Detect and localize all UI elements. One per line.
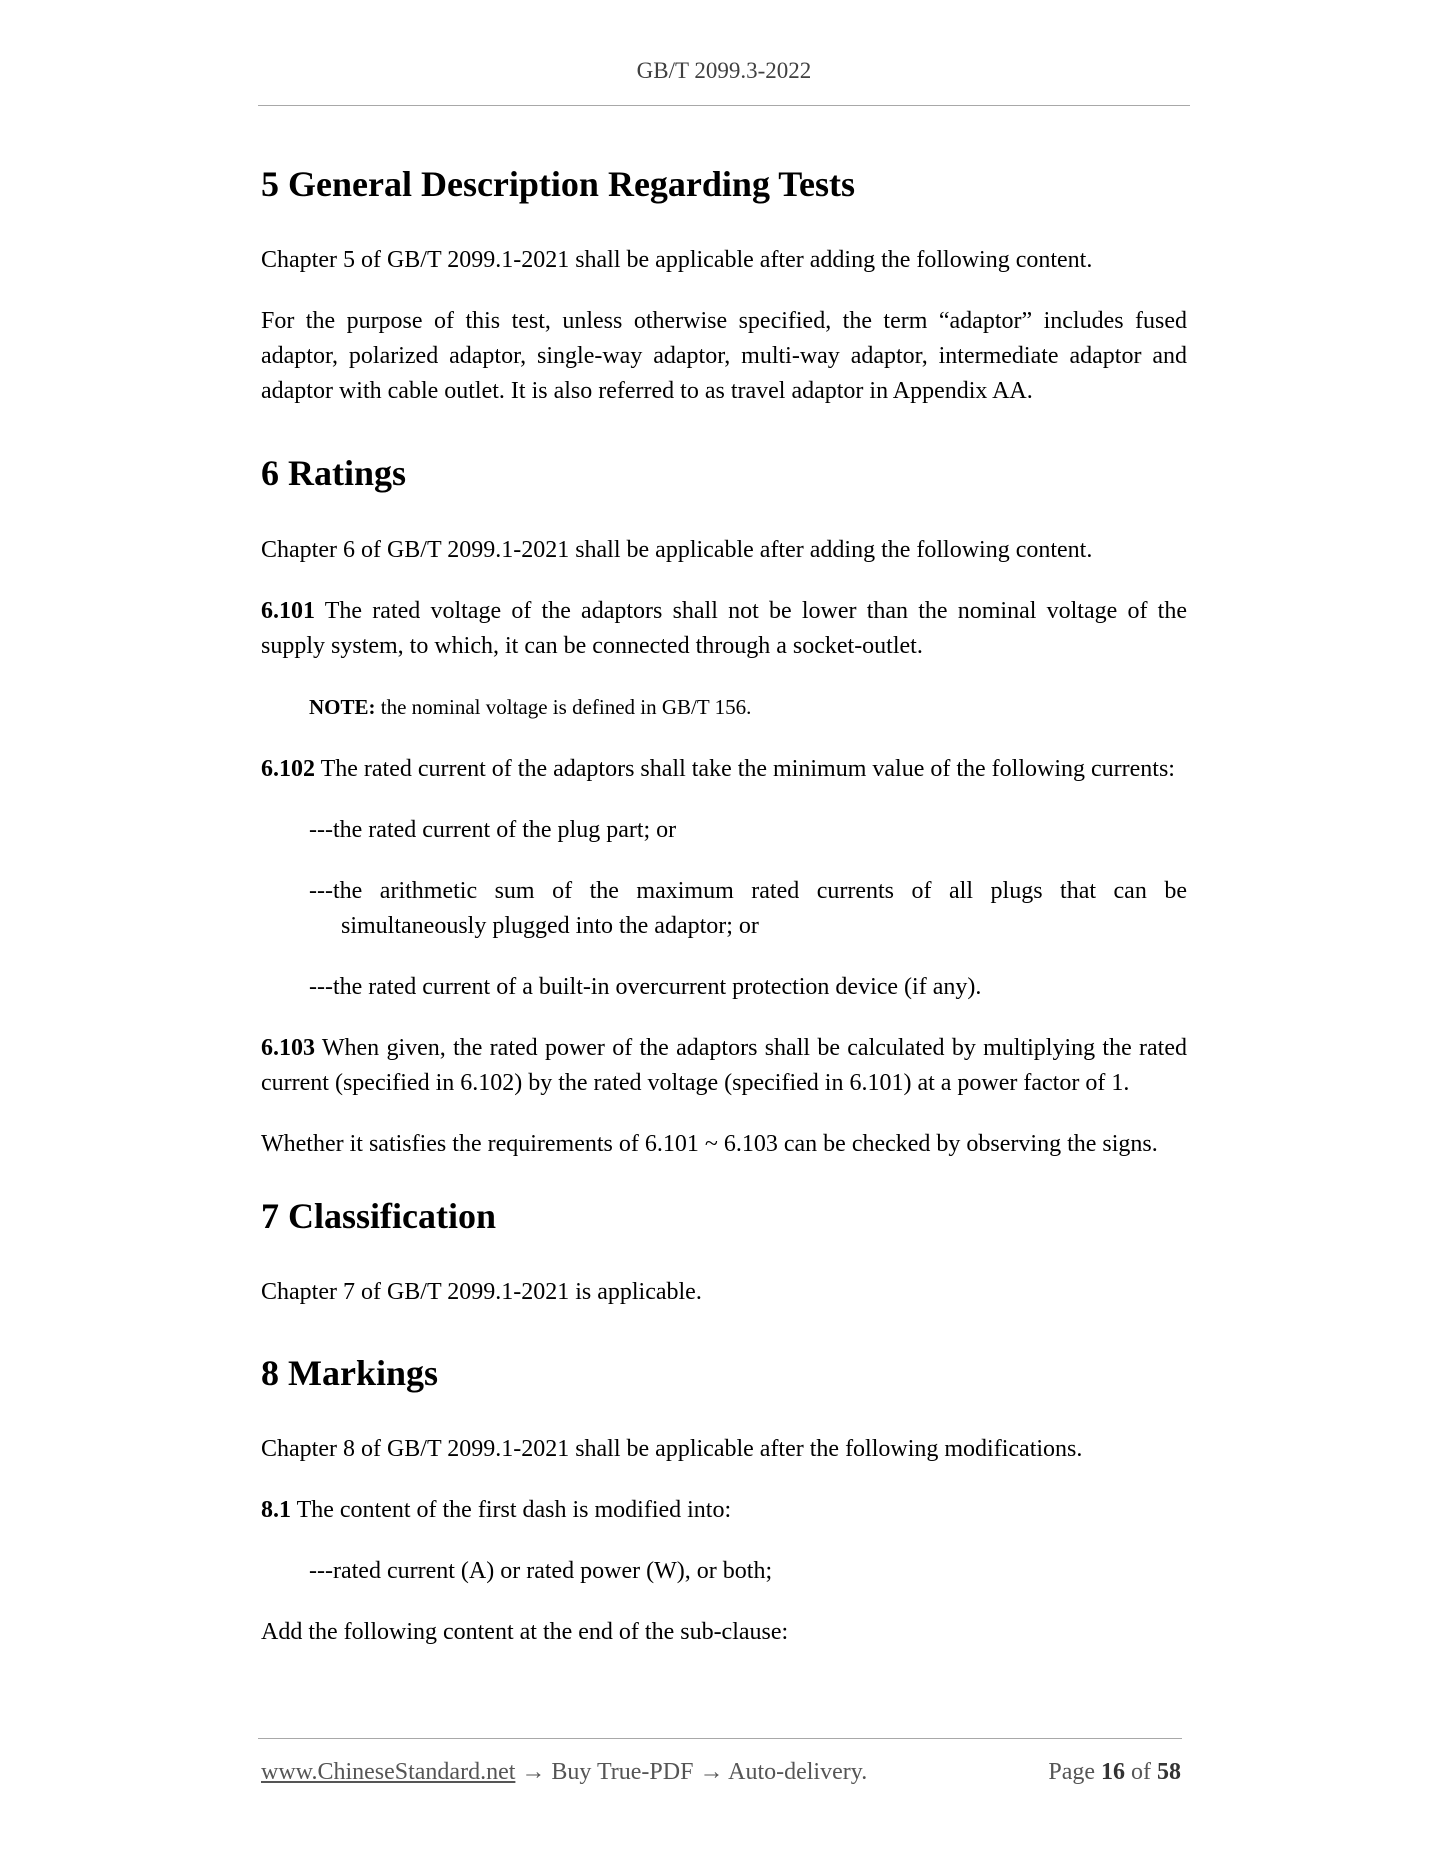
clause-text: When given, the rated power of the adaptors shall be calculated by multiplying the rated current (specified in 6.102) by the rated voltage (specified in 6.101) at a power factor of 1. <box>261 1035 1187 1096</box>
clause-6-102 <box>261 752 1187 787</box>
clause-number: 6.103 <box>261 1035 315 1061</box>
page-number <box>1048 1755 1181 1789</box>
running-header: GB/T 2099.3-2022 <box>636 58 812 83</box>
clause-6-101 <box>261 594 1187 664</box>
of-word: of <box>1125 1759 1157 1785</box>
dash-item-3: ---the rated current of a built-in overcurrent protection device (if any). <box>309 974 982 1000</box>
section-8-heading: 8 Markings <box>261 1353 439 1393</box>
clause-8-1 <box>261 1493 1187 1528</box>
section-5-paragraph-2: For the purpose of this test, unless otherwise specified, the term “adaptor” includes fused adaptor, polarized adaptor, single-way adaptor, multi-way adaptor, intermediate adaptor and adaptor with cable outlet. It is also referred to as travel adaptor in Appendix AA. <box>261 308 1187 404</box>
total-pages: 58 <box>1157 1759 1181 1785</box>
footer-promo-text: → Buy True-PDF → Auto-delivery. <box>515 1759 868 1785</box>
note <box>309 692 751 722</box>
dash-item-1: ---the rated current of the plug part; or <box>309 817 677 843</box>
section-5-paragraph-1: Chapter 5 of GB/T 2099.1-2021 shall be applicable after adding the following content. <box>261 247 1093 273</box>
dash-item-2: ---the arithmetic sum of the maximum rated currents of all plugs that can be simultaneously plugged into the adaptor; or <box>309 878 1187 939</box>
section-7-heading: 7 Classification <box>261 1196 497 1236</box>
section-5-heading: 5 General Description Regarding Tests <box>261 164 855 204</box>
clause-text: The rated voltage of the adaptors shall not be lower than the nominal voltage of the supply system, to which, it can be connected through a socket-outlet. <box>261 598 1187 659</box>
header-divider <box>258 105 1190 106</box>
clause-number: 6.102 <box>261 756 315 782</box>
note-label: NOTE: <box>309 695 376 719</box>
clause-number: 6.101 <box>261 598 315 624</box>
dash-item-rated: ---rated current (A) or rated power (W), or both; <box>309 1558 773 1584</box>
current-page: 16 <box>1101 1759 1125 1785</box>
clause-text: The rated current of the adaptors shall take the minimum value of the following currents: <box>315 756 1175 782</box>
section-6-heading: 6 Ratings <box>261 453 407 493</box>
page-word: Page <box>1048 1759 1101 1785</box>
section-8-paragraph-2: Add the following content at the end of the sub-clause: <box>261 1619 789 1645</box>
footer-promo <box>261 1755 867 1789</box>
clause-number: 8.1 <box>261 1497 291 1523</box>
check-paragraph: Whether it satisfies the requirements of 6.101 ~ 6.103 can be checked by observing the signs. <box>261 1131 1158 1157</box>
clause-6-103 <box>261 1031 1187 1101</box>
section-8-paragraph-1: Chapter 8 of GB/T 2099.1-2021 shall be applicable after the following modifications. <box>261 1436 1083 1462</box>
website-link[interactable]: www.ChineseStandard.net <box>261 1759 516 1785</box>
section-6-paragraph-1: Chapter 6 of GB/T 2099.1-2021 shall be applicable after adding the following content. <box>261 537 1093 563</box>
note-text: the nominal voltage is defined in GB/T 156. <box>375 695 752 719</box>
footer-divider <box>258 1738 1182 1739</box>
section-7-paragraph-1: Chapter 7 of GB/T 2099.1-2021 is applicable. <box>261 1279 702 1305</box>
clause-text: The content of the first dash is modified into: <box>291 1497 732 1523</box>
